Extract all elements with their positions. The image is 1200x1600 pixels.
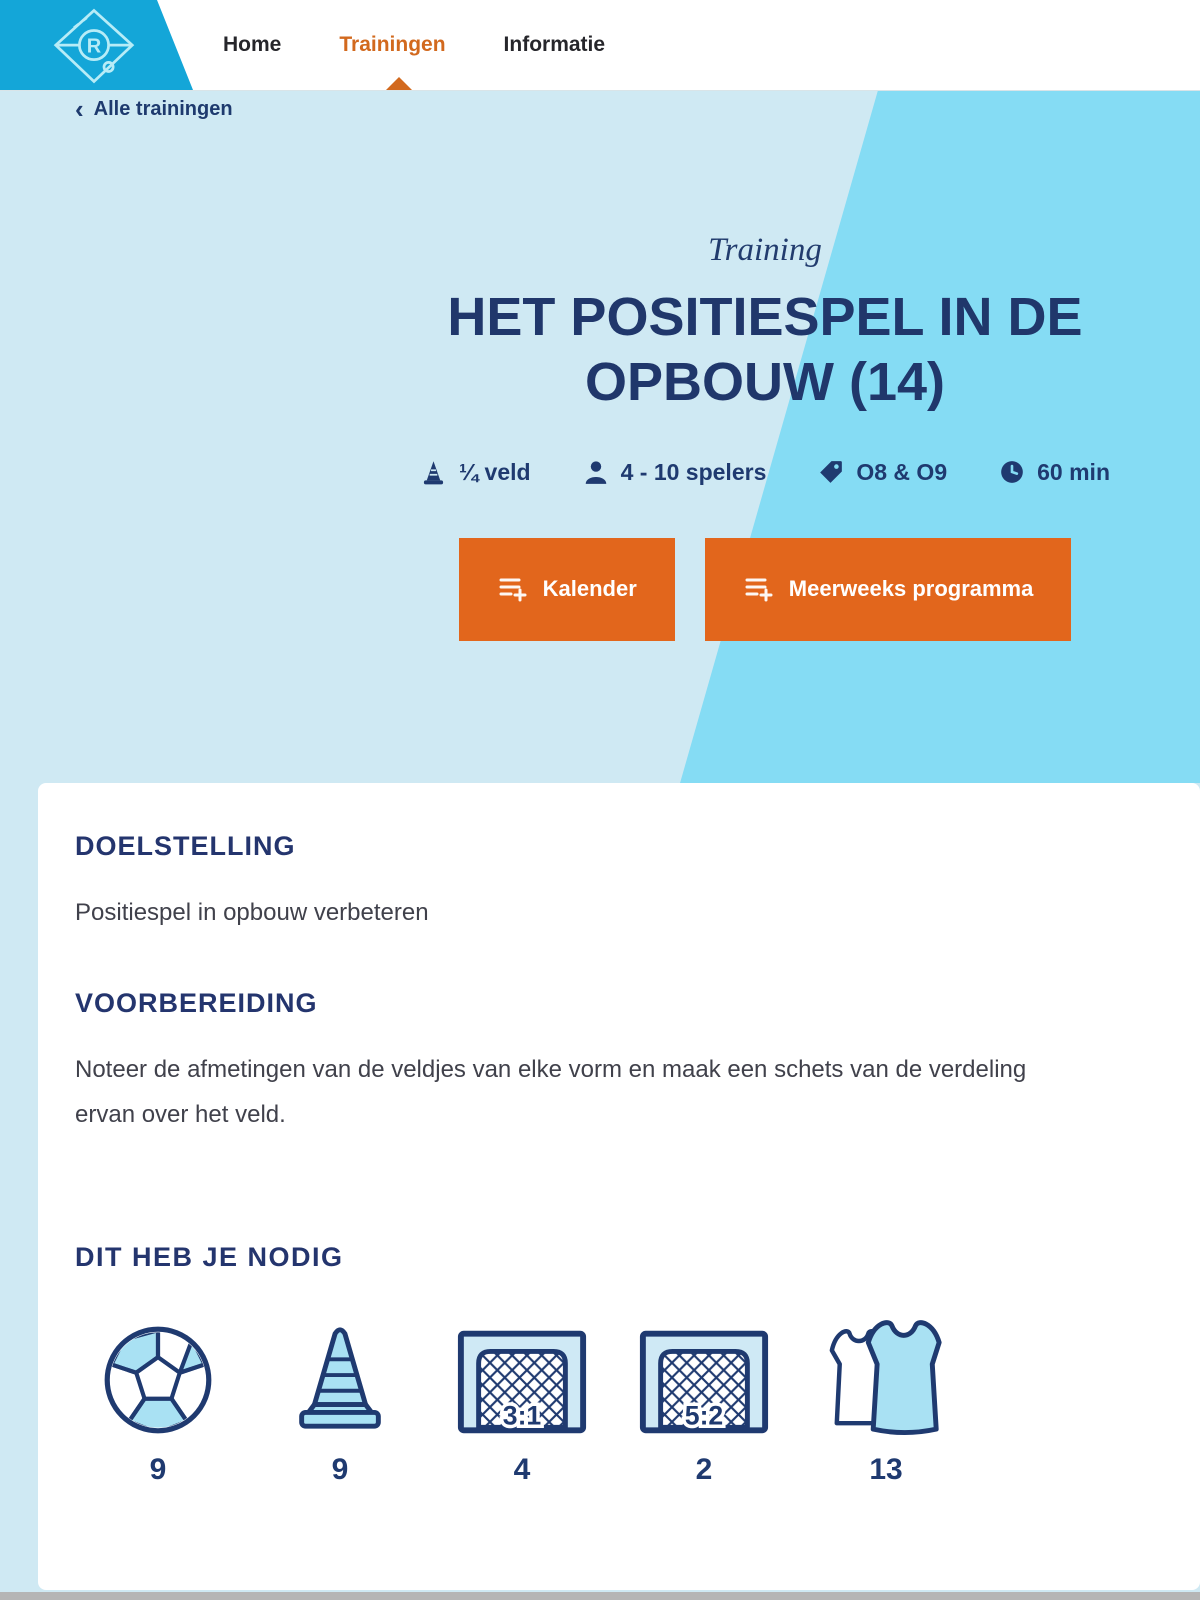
meerweeks-programma-button-label: Meerweeks programma [788,576,1034,602]
meta-field-size [420,459,531,486]
meta-age-category-label: O8 & O9 [856,458,948,485]
doelstelling-heading: DOELSTELLING [75,831,296,861]
svg-text:R: R [86,35,102,58]
breadcrumb-back-link[interactable] [75,96,233,122]
voorbereiding-body: Noteer de afmetingen van de veldjes van elke vorm en maak een schets van de verdeling ervan over het veld. [75,1055,1027,1129]
meta-players-label: 4 - 10 spelers [620,458,767,485]
clock-icon [999,459,1025,485]
kalender-button[interactable] [459,538,675,641]
add-to-list-icon [743,575,775,603]
equipment-count-goal-large: 2 [695,1452,713,1486]
equipment-item-goal-large [629,1309,779,1487]
nav-item-informatie[interactable]: Informatie [503,33,606,56]
page-title: HET POSITIESPEL IN DE OPBOUW (14) [447,287,1083,412]
equipment-item-goal-small [447,1309,597,1487]
training-detail-card [38,783,1200,1590]
voorbereiding-heading: VOORBEREIDING [75,987,318,1018]
kalender-button-label: Kalender [542,576,637,602]
equipment-count-vests: 13 [869,1452,903,1486]
chevron-left-icon: ‹ [75,94,84,124]
meta-duration [999,459,1110,486]
action-buttons [350,538,1180,641]
equipment-count-goal-small: 4 [513,1452,531,1486]
window-bottom-edge [0,1592,1200,1600]
doelstelling-body: Positiespel in opbouw verbeteren [75,899,429,926]
training-cone-icon [281,1317,399,1437]
top-navigation [0,0,1200,91]
nav-links [223,0,605,90]
active-tab-indicator [386,77,412,90]
goal-large-ratio-label: 5:2 [684,1400,724,1431]
rinus-diamond-logo-icon [44,5,144,87]
brand-logo[interactable] [0,0,200,90]
goal-small-ratio-label: 3:1 [502,1400,542,1431]
hero-kicker: Training [708,232,822,268]
add-to-list-icon [497,575,529,603]
cone-icon [420,459,447,486]
tag-icon [818,459,844,485]
equipment-item-vests [811,1309,961,1487]
equipment-count-cone: 9 [331,1452,349,1486]
equipment-item-ball [83,1309,233,1487]
breadcrumb-label: Alle trainingen [93,97,233,120]
soccer-ball-icon [101,1323,215,1437]
nav-item-trainingen[interactable]: Trainingen [339,33,446,56]
goal-3-1-icon [453,1325,591,1437]
equipment-item-cone [265,1309,415,1487]
meta-age-category [818,459,947,486]
goal-5-2-icon [635,1325,773,1437]
training-vests-icon [812,1311,960,1437]
equipment-row [75,1309,1200,1487]
training-meta-row [350,459,1180,486]
meerweeks-programma-button[interactable] [705,538,1072,641]
meta-duration-label: 60 min [1037,458,1110,485]
player-icon [583,459,609,485]
hero-content [350,232,1180,641]
meta-field-size-label: ¼ veld [458,458,531,485]
equipment-count-ball: 9 [149,1452,167,1486]
nav-item-home[interactable]: Home [223,33,282,56]
meta-players [583,459,767,486]
benodigdheden-heading: DIT HEB JE NODIG [75,1241,344,1272]
